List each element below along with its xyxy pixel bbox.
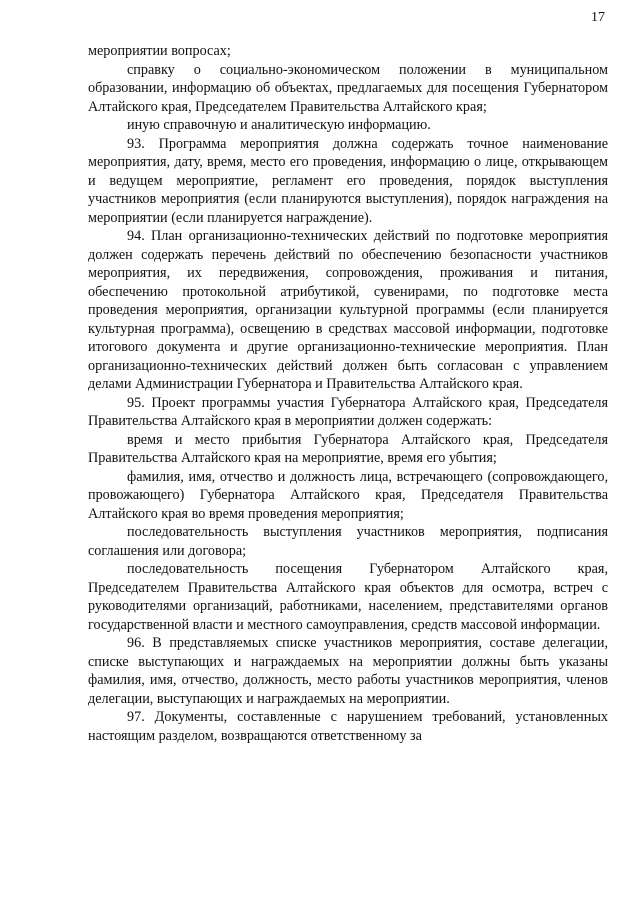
page-number: 17 <box>591 10 605 25</box>
paragraph-95: 95. Проект программы участия Губернатора Алтайского края, Председателя Правительства Алтайского края в мероприятии должен содержать: <box>88 394 608 429</box>
paragraph-other-info: иную справочную и аналитическую информацию. <box>127 117 431 133</box>
paragraph-speech-order: последовательность выступления участников мероприятия, подписания соглашения или договора; <box>88 524 608 559</box>
paragraph-escort-person: фамилия, имя, отчество и должность лица, встречающего (сопровождающего, провожающего) Губернатора Алтайского края, Председателя Правительства Алтайского края во время проведения мероприятия; <box>88 468 608 522</box>
paragraph-94: 94. План организационно-технических действий по подготовке мероприятия должен содержать перечень действий по обеспечению безопасности участников мероприятия, их передвижения, сопровождения, проживания и питания, обеспечению протокольной атрибутикой, сувенирами, по подготовке места проведения мероприятия, организации культурной программы (если планируется культурная программа), освещению в средствах массовой информации, подготовке итогового документа и другие организационно-технические мероприятия. План организационно-технических действий должен быть согласован с управлением делами Администрации Губернатора и Правительства Алтайского края. <box>88 228 608 392</box>
paragraph-96: 96. В представляемых списке участников мероприятия, составе делегации, списке выступающих и награждаемых на мероприятии должны быть указаны фамилия, имя, отчество, должность, место работы участников мероприятия, членов делегации, выступающих и награждаемых на мероприятии. <box>88 635 608 707</box>
paragraph-visit-order: последовательность посещения Губернатором Алтайского края, Председателем Правительства Алтайского края объектов для осмотра, встреч с руководителями организаций, работниками, населением, представителями органов государственной власти и местного самоуправления, средств массовой информации. <box>88 561 608 633</box>
paragraph-continuation: мероприятии вопросах; <box>88 43 231 59</box>
paragraph-arrival-time: время и место прибытия Губернатора Алтайского края, Председателя Правительства Алтайского края на мероприятие, время его убытия; <box>88 431 608 466</box>
document-body <box>88 42 608 745</box>
paragraph-93: 93. Программа мероприятия должна содержать точное наименование мероприятия, дату, время, место его проведения, информацию о лице, открывающем и ведущем мероприятие, регламент его проведения, порядок выступления участников мероприятия (если планируются выступления), порядок награждения на мероприятии (если планируется награждение). <box>88 135 608 226</box>
paragraph-97: 97. Документы, составленные с нарушением требований, установленных настоящим разделом, возвращаются ответственному за <box>88 709 608 744</box>
paragraph-socioeconomic-reference: справку о социально-экономическом положении в муниципальном образовании, информацию об объектах, предлагаемых для посещения Губернатором Алтайского края, Председателем Правительства Алтайского края; <box>88 61 608 115</box>
